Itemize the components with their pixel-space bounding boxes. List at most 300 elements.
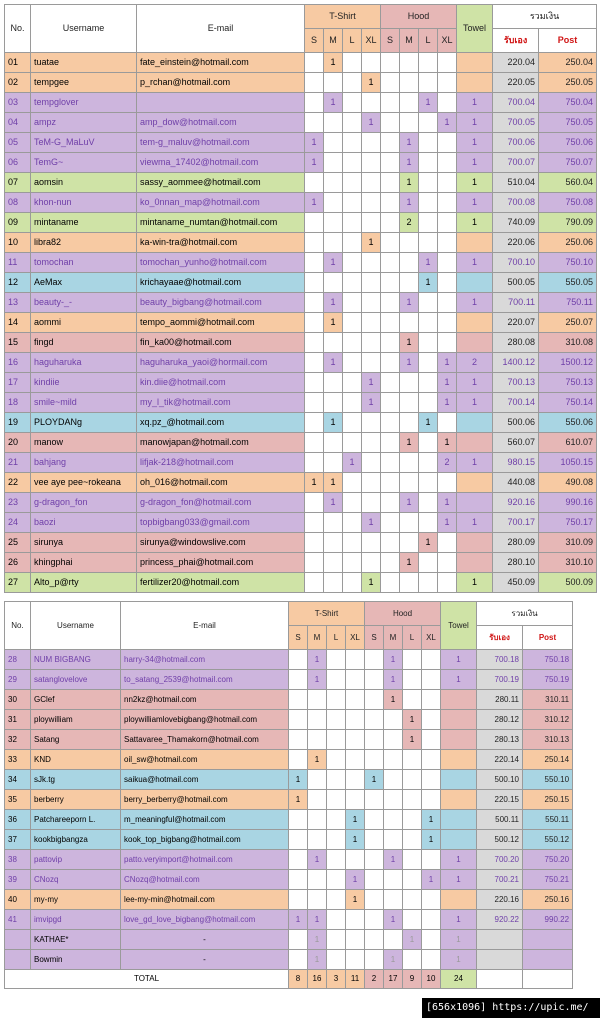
tshirt-qty: [362, 273, 381, 293]
row-post-total: 750.04: [539, 93, 597, 113]
size-s: S: [381, 29, 400, 53]
row-username: smile~mild: [31, 393, 137, 413]
row-self-total: 700.17: [493, 513, 539, 533]
row-number: 25: [5, 533, 31, 553]
tshirt-qty: 1: [362, 513, 381, 533]
hood-qty: [403, 670, 422, 690]
hood-qty: [419, 213, 438, 233]
row-email: beauty_bigbang@hotmail.com: [137, 293, 305, 313]
table-row: [5, 93, 597, 113]
row-number: 24: [5, 513, 31, 533]
towel-qty: [457, 273, 493, 293]
hood-qty: [422, 670, 441, 690]
hood-qty: [381, 133, 400, 153]
col-hood: Hood: [381, 5, 457, 29]
tshirt-qty: [327, 690, 346, 710]
tshirt-qty: 1: [346, 890, 365, 910]
hood-qty: [365, 750, 384, 770]
row-self-total: 280.08: [493, 333, 539, 353]
row-username: KATHAE*: [31, 930, 121, 950]
row-username: ploywilliam: [31, 710, 121, 730]
tshirt-qty: 1: [289, 790, 308, 810]
row-post-total: 550.10: [523, 770, 573, 790]
row-email: kin.diie@hotmail.com: [137, 373, 305, 393]
tshirt-qty: [327, 670, 346, 690]
towel-qty: [441, 770, 477, 790]
hood-qty: [400, 253, 419, 273]
towel-qty: [457, 473, 493, 493]
tshirt-qty: [327, 650, 346, 670]
tshirt-qty: 1: [308, 750, 327, 770]
tshirt-qty: [362, 53, 381, 73]
towel-qty: 1: [441, 950, 477, 970]
row-number: 09: [5, 213, 31, 233]
hood-qty: 1: [384, 950, 403, 970]
tshirt-qty: [362, 553, 381, 573]
total-hd-xl: 10: [422, 970, 441, 989]
row-self-total: 920.16: [493, 493, 539, 513]
hood-qty: [365, 730, 384, 750]
row-username: TemG~: [31, 153, 137, 173]
table-row: [5, 950, 573, 970]
row-number: 18: [5, 393, 31, 413]
table-row: [5, 553, 597, 573]
row-post-total: 310.09: [539, 533, 597, 553]
tshirt-qty: 1: [324, 493, 343, 513]
hood-qty: [438, 53, 457, 73]
hood-qty: 1: [422, 830, 441, 850]
row-email: sassy_aommee@hotmail.com: [137, 173, 305, 193]
hood-qty: [403, 810, 422, 830]
hood-qty: [438, 233, 457, 253]
table-row: [5, 493, 597, 513]
row-self-total: 500.05: [493, 273, 539, 293]
row-username: ampz: [31, 113, 137, 133]
row-username: KND: [31, 750, 121, 770]
row-post-total: 1050.15: [539, 453, 597, 473]
col-hood: Hood: [365, 602, 441, 626]
table-row: [5, 153, 597, 173]
tshirt-qty: [346, 930, 365, 950]
tshirt-qty: [343, 53, 362, 73]
row-self-total: 450.09: [493, 573, 539, 593]
tshirt-qty: [308, 730, 327, 750]
hood-qty: [438, 413, 457, 433]
row-username: khon-nun: [31, 193, 137, 213]
table-row: [5, 273, 597, 293]
hood-qty: [381, 53, 400, 73]
row-post-total: [523, 930, 573, 950]
hood-qty: [400, 73, 419, 93]
table-row: [5, 253, 597, 273]
row-email: manowjapan@hotmail.com: [137, 433, 305, 453]
row-username: berberry: [31, 790, 121, 810]
col-username: Username: [31, 5, 137, 53]
row-number: 31: [5, 710, 31, 730]
hood-qty: [419, 133, 438, 153]
row-number: 29: [5, 670, 31, 690]
hood-qty: [381, 513, 400, 533]
tshirt-qty: [346, 690, 365, 710]
size-l: L: [403, 626, 422, 650]
col-total: รวมเงิน: [493, 5, 597, 29]
row-post-total: 750.13: [539, 373, 597, 393]
row-number: 20: [5, 433, 31, 453]
total-label: TOTAL: [5, 970, 289, 989]
tshirt-qty: [324, 573, 343, 593]
col-email: E-mail: [137, 5, 305, 53]
tshirt-qty: [305, 313, 324, 333]
tshirt-qty: 1: [346, 810, 365, 830]
row-email: fertilizer20@hotmail.com: [137, 573, 305, 593]
hood-qty: 1: [400, 153, 419, 173]
row-self-total: 700.08: [493, 193, 539, 213]
hood-qty: 1: [400, 193, 419, 213]
towel-qty: [441, 830, 477, 850]
hood-qty: 1: [419, 413, 438, 433]
hood-qty: 2: [400, 213, 419, 233]
row-self-total: 280.10: [493, 553, 539, 573]
hood-qty: [419, 393, 438, 413]
hood-qty: [438, 293, 457, 313]
row-post-total: 560.04: [539, 173, 597, 193]
table-row: [5, 313, 597, 333]
row-self-total: 920.22: [477, 910, 523, 930]
hood-qty: [384, 870, 403, 890]
total-ts-l: 3: [327, 970, 346, 989]
col-towel: Towel: [441, 602, 477, 650]
row-email: kook_top_bigbang@hotmail.com: [121, 830, 289, 850]
tshirt-qty: [362, 213, 381, 233]
tshirt-qty: [324, 553, 343, 573]
hood-qty: [438, 213, 457, 233]
tshirt-qty: 1: [362, 373, 381, 393]
hood-qty: [419, 53, 438, 73]
row-post-total: 250.16: [523, 890, 573, 910]
hood-qty: 1: [438, 493, 457, 513]
hood-qty: [384, 770, 403, 790]
tshirt-qty: [289, 890, 308, 910]
row-username: aomsin: [31, 173, 137, 193]
row-number: 37: [5, 830, 31, 850]
row-email: amp_dow@hotmail.com: [137, 113, 305, 133]
row-self-total: 1400.12: [493, 353, 539, 373]
hood-qty: 1: [438, 393, 457, 413]
tshirt-qty: [343, 173, 362, 193]
tshirt-qty: [305, 393, 324, 413]
hood-qty: [381, 173, 400, 193]
tshirt-qty: 1: [308, 910, 327, 930]
hood-qty: [381, 73, 400, 93]
row-self-total: 700.13: [493, 373, 539, 393]
towel-qty: 1: [457, 193, 493, 213]
row-self-total: 700.19: [477, 670, 523, 690]
tshirt-qty: [343, 373, 362, 393]
tshirt-qty: [343, 213, 362, 233]
tshirt-qty: 1: [362, 233, 381, 253]
row-email: lifjak-218@hotmail.com: [137, 453, 305, 473]
hood-qty: 1: [422, 810, 441, 830]
hood-qty: [422, 850, 441, 870]
hood-qty: [438, 533, 457, 553]
hood-qty: [419, 193, 438, 213]
row-self-total: 220.16: [477, 890, 523, 910]
size-xl: XL: [422, 626, 441, 650]
hood-qty: [403, 870, 422, 890]
tshirt-qty: 1: [305, 153, 324, 173]
row-self-total: 700.05: [493, 113, 539, 133]
tshirt-qty: [327, 930, 346, 950]
row-number: 28: [5, 650, 31, 670]
row-username: baozi: [31, 513, 137, 533]
col-self-pickup: รับเอง: [493, 29, 539, 53]
row-number: 16: [5, 353, 31, 373]
row-post-total: 250.14: [523, 750, 573, 770]
row-post-total: 500.09: [539, 573, 597, 593]
hood-qty: [381, 433, 400, 453]
hood-qty: [365, 830, 384, 850]
row-post-total: 250.05: [539, 73, 597, 93]
row-self-total: 280.12: [477, 710, 523, 730]
towel-qty: 1: [457, 513, 493, 533]
size-l: L: [419, 29, 438, 53]
tshirt-qty: [362, 413, 381, 433]
row-post-total: 310.12: [523, 710, 573, 730]
hood-qty: [438, 473, 457, 493]
hood-qty: 1: [384, 670, 403, 690]
col-email: E-mail: [121, 602, 289, 650]
hood-qty: [381, 333, 400, 353]
tshirt-qty: [346, 650, 365, 670]
tshirt-qty: [343, 433, 362, 453]
row-email: topbigbang033@gmail.com: [137, 513, 305, 533]
row-post-total: 750.18: [523, 650, 573, 670]
tshirt-qty: [305, 493, 324, 513]
row-self-total: 740.09: [493, 213, 539, 233]
hood-qty: [422, 910, 441, 930]
hood-qty: [365, 690, 384, 710]
hood-qty: 1: [384, 690, 403, 710]
row-username: tomochan: [31, 253, 137, 273]
hood-qty: [381, 533, 400, 553]
tshirt-qty: [343, 273, 362, 293]
hood-qty: 1: [384, 910, 403, 930]
tshirt-qty: [327, 750, 346, 770]
hood-qty: 1: [422, 870, 441, 890]
tshirt-qty: [324, 393, 343, 413]
tshirt-qty: [343, 113, 362, 133]
hood-qty: [365, 650, 384, 670]
hood-qty: [384, 930, 403, 950]
row-number: 27: [5, 573, 31, 593]
tshirt-qty: [289, 950, 308, 970]
hood-qty: [381, 193, 400, 213]
row-username: Patchareeporn L.: [31, 810, 121, 830]
towel-qty: 1: [457, 293, 493, 313]
tshirt-qty: 1: [362, 73, 381, 93]
table-row: [5, 870, 573, 890]
tshirt-qty: [343, 93, 362, 113]
tshirt-qty: [324, 213, 343, 233]
tshirt-qty: [343, 573, 362, 593]
row-email: viewma_17402@hotmail.com: [137, 153, 305, 173]
row-username: sirunya: [31, 533, 137, 553]
row-email: g-dragon_fon@hotmail.com: [137, 493, 305, 513]
total-self-cell: [477, 970, 523, 989]
tshirt-qty: [305, 293, 324, 313]
table-row: [5, 810, 573, 830]
table-row: [5, 650, 573, 670]
table-row: [5, 770, 573, 790]
row-email: nn2kz@hotmail.com: [121, 690, 289, 710]
hood-qty: [400, 413, 419, 433]
hood-qty: [365, 790, 384, 810]
table-row: [5, 113, 597, 133]
row-self-total: 440.08: [493, 473, 539, 493]
tshirt-qty: [305, 233, 324, 253]
table-row: [5, 73, 597, 93]
orders-table-1: [4, 4, 597, 593]
hood-qty: 1: [438, 433, 457, 453]
row-email: ko_0nnan_map@hotmail.com: [137, 193, 305, 213]
hood-qty: [403, 850, 422, 870]
hood-qty: [381, 253, 400, 273]
table-row: [5, 790, 573, 810]
tshirt-qty: [343, 473, 362, 493]
towel-qty: [457, 533, 493, 553]
col-no: No.: [5, 602, 31, 650]
row-email: lee-my-min@hotmail.com: [121, 890, 289, 910]
tshirt-qty: [289, 870, 308, 890]
total-post-cell: [523, 970, 573, 989]
towel-qty: [457, 493, 493, 513]
row-username: Bowmin: [31, 950, 121, 970]
hood-qty: 1: [400, 433, 419, 453]
hood-qty: 1: [438, 353, 457, 373]
tshirt-qty: [362, 353, 381, 373]
tshirt-qty: [343, 333, 362, 353]
row-username: my-my: [31, 890, 121, 910]
row-post-total: [523, 950, 573, 970]
row-username: tuatae: [31, 53, 137, 73]
hood-qty: [365, 910, 384, 930]
total-hd-s: 2: [365, 970, 384, 989]
row-username: imvipgd: [31, 910, 121, 930]
towel-qty: 1: [441, 930, 477, 950]
tshirt-qty: [308, 690, 327, 710]
table-row: [5, 193, 597, 213]
row-username: g-dragon_fon: [31, 493, 137, 513]
hood-qty: [381, 573, 400, 593]
hood-qty: [419, 553, 438, 573]
hood-qty: 1: [438, 373, 457, 393]
table-row: [5, 533, 597, 553]
table-row: [5, 173, 597, 193]
row-self-total: 280.13: [477, 730, 523, 750]
table-row: [5, 910, 573, 930]
tshirt-qty: [305, 173, 324, 193]
towel-qty: [457, 313, 493, 333]
hood-qty: [400, 53, 419, 73]
row-username: vee aye pee~rokeana: [31, 473, 137, 493]
tshirt-qty: 1: [308, 930, 327, 950]
hood-qty: [438, 553, 457, 573]
hood-qty: [419, 373, 438, 393]
towel-qty: 1: [457, 93, 493, 113]
table-row: [5, 333, 597, 353]
tshirt-qty: 1: [324, 93, 343, 113]
row-number: 03: [5, 93, 31, 113]
hood-qty: [419, 313, 438, 333]
hood-qty: [419, 453, 438, 473]
row-email: saikua@hotmail.com: [121, 770, 289, 790]
row-email: my_l_tik@hotmail.com: [137, 393, 305, 413]
tshirt-qty: [362, 313, 381, 333]
row-self-total: 220.05: [493, 73, 539, 93]
row-self-total: 280.11: [477, 690, 523, 710]
row-number: 23: [5, 493, 31, 513]
hood-qty: 2: [438, 453, 457, 473]
row-post-total: 1500.12: [539, 353, 597, 373]
tshirt-qty: [305, 353, 324, 373]
hood-qty: [419, 353, 438, 373]
row-number: [5, 930, 31, 950]
hood-qty: [365, 870, 384, 890]
hood-qty: 1: [438, 513, 457, 533]
row-post-total: 750.08: [539, 193, 597, 213]
tshirt-qty: [362, 533, 381, 553]
hood-qty: [419, 493, 438, 513]
row-self-total: 700.11: [493, 293, 539, 313]
hood-qty: [422, 710, 441, 730]
row-email: CNozq@hotmail.com: [121, 870, 289, 890]
tshirt-qty: 1: [324, 473, 343, 493]
tshirt-qty: [362, 433, 381, 453]
tshirt-qty: 1: [308, 650, 327, 670]
row-email: haguharuka_yaoi@hormail.com: [137, 353, 305, 373]
row-self-total: 500.12: [477, 830, 523, 850]
row-self-total: 980.15: [493, 453, 539, 473]
row-email: [137, 93, 305, 113]
row-self-total: 700.18: [477, 650, 523, 670]
towel-qty: 1: [457, 573, 493, 593]
tshirt-qty: [343, 153, 362, 173]
row-username: aommi: [31, 313, 137, 333]
row-email: oh_016@hotmail.com: [137, 473, 305, 493]
row-email: mintaname_numtan@hotmail.com: [137, 213, 305, 233]
hood-qty: 1: [419, 273, 438, 293]
tshirt-qty: [343, 493, 362, 513]
tshirt-qty: [324, 453, 343, 473]
row-post-total: 990.16: [539, 493, 597, 513]
towel-qty: 1: [441, 850, 477, 870]
hood-qty: [384, 790, 403, 810]
hood-qty: [419, 173, 438, 193]
tshirt-qty: 1: [346, 830, 365, 850]
hood-qty: [381, 93, 400, 113]
row-post-total: 750.21: [523, 870, 573, 890]
row-number: 08: [5, 193, 31, 213]
tshirt-qty: [343, 353, 362, 373]
hood-qty: [381, 373, 400, 393]
row-number: 40: [5, 890, 31, 910]
row-number: 19: [5, 413, 31, 433]
row-post-total: 750.17: [539, 513, 597, 533]
hood-qty: [419, 433, 438, 453]
tshirt-qty: 1: [324, 293, 343, 313]
tshirt-qty: [343, 133, 362, 153]
tshirt-qty: [308, 790, 327, 810]
